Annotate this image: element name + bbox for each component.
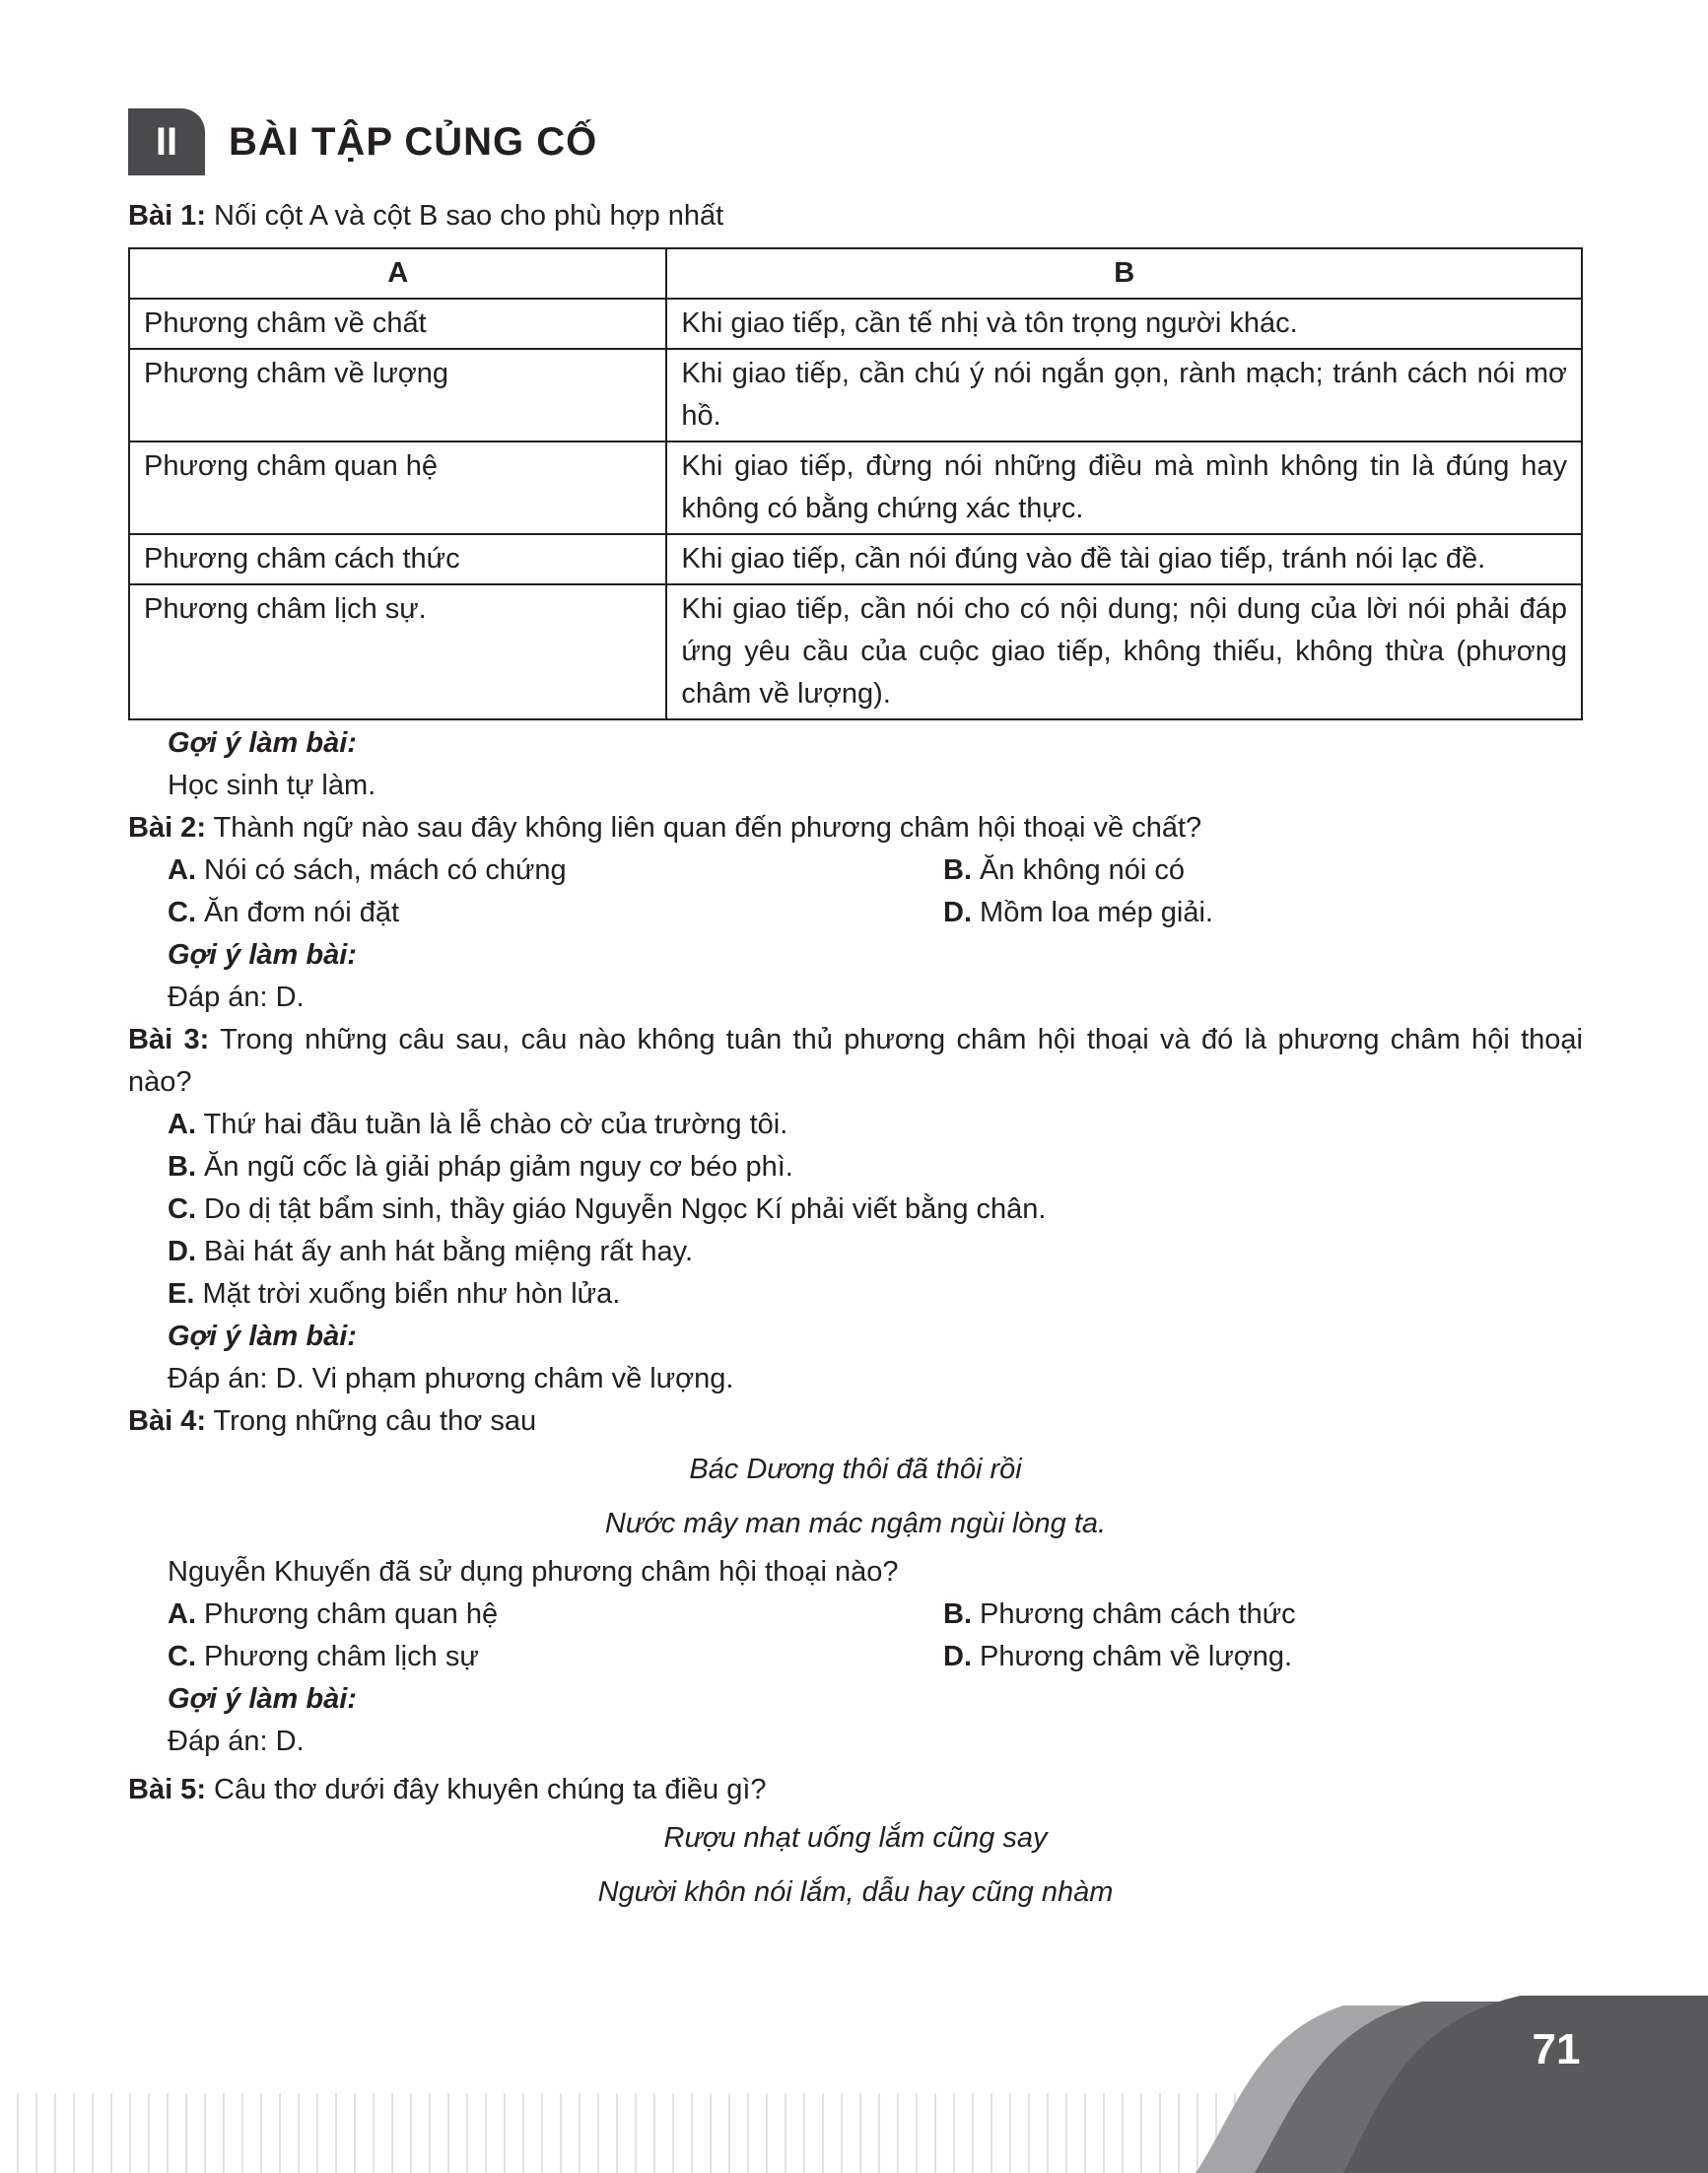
option-c <box>168 892 943 934</box>
option-letter: C. <box>168 1641 196 1672</box>
option-text: Bài hát ấy anh hát bằng miệng rất hay. <box>196 1236 694 1267</box>
option-text: Ăn không nói có <box>972 854 1186 886</box>
table-cell-b: Khi giao tiếp, cần chú ý nói ngắn gọn, rành mạch; tránh cách nói mơ hồ. <box>666 349 1582 441</box>
table-cell-b: Khi giao tiếp, đừng nói những điều mà mình không tin là đúng hay không có bằng chứng xác thực. <box>666 441 1582 534</box>
exercise-2-options <box>128 849 1583 934</box>
option-text: Mồm loa mép giải. <box>972 897 1213 928</box>
exercise-1-label: Bài 1: <box>128 200 206 232</box>
option-letter: B. <box>943 854 972 886</box>
option-text: Phương châm lịch sự <box>196 1641 479 1672</box>
exercise-3-text: Trong những câu sau, câu nào không tuân thủ phương châm hội thoại và đó là phương châm hội thoại nào? <box>128 1024 1583 1098</box>
option-b <box>943 1594 1583 1636</box>
table-cell-a: Phương châm về lượng <box>129 349 666 441</box>
poem-line: Rượu nhạt uống lắm cũng say <box>663 1822 1048 1854</box>
exercise-3-prompt <box>128 1019 1583 1104</box>
option-text: Do dị tật bẩm sinh, thầy giáo Nguyễn Ngọc Kí phải viết bằng chân. <box>196 1193 1047 1225</box>
option-letter: A. <box>168 1598 196 1630</box>
exercise-4-question: Nguyễn Khuyến đã sử dụng phương châm hội thoại nào? <box>168 1556 899 1588</box>
option-letter: D. <box>168 1236 196 1267</box>
table-cell-a: Phương châm về chất <box>129 299 666 349</box>
exercise-4-label: Bài 4: <box>128 1405 206 1437</box>
exercise-4-text: Trong những câu thơ sau <box>205 1405 537 1437</box>
exercise-2-prompt <box>128 807 1583 849</box>
section-title: BÀI TẬP CỦNG CỐ <box>229 119 598 164</box>
exercise-2-label: Bài 2: <box>128 812 206 844</box>
option-d <box>943 892 1583 934</box>
exercise-4-hint-label: Gợi ý làm bài: <box>168 1683 357 1715</box>
exercise-2-text: Thành ngữ nào sau đây không liên quan đến phương châm hội thoại về chất? <box>205 812 1202 844</box>
option-d <box>943 1636 1583 1678</box>
page-content <box>128 108 1583 1920</box>
table-row <box>129 534 1582 584</box>
option-a <box>168 1594 943 1636</box>
column-b-header: B <box>666 248 1582 299</box>
option-letter: D. <box>943 1641 972 1672</box>
option-b <box>128 1146 1583 1188</box>
option-letter: C. <box>168 897 196 928</box>
table-row <box>129 584 1582 719</box>
table-cell-a: Phương châm quan hệ <box>129 441 666 534</box>
exercise-5-prompt <box>128 1769 1583 1811</box>
table-cell-b: Khi giao tiếp, cần nói đúng vào đề tài giao tiếp, tránh nói lạc đề. <box>666 534 1582 584</box>
option-text: Ăn đơm nói đặt <box>196 897 400 928</box>
option-a <box>168 849 943 892</box>
option-c <box>168 1636 943 1678</box>
option-b <box>943 849 1583 892</box>
table-cell-b: Khi giao tiếp, cần tế nhị và tôn trọng người khác. <box>666 299 1582 349</box>
option-text: Nói có sách, mách có chứng <box>196 854 567 886</box>
option-letter: B. <box>943 1598 972 1630</box>
option-text: Phương châm về lượng. <box>972 1641 1293 1672</box>
option-d <box>128 1231 1583 1273</box>
column-a-header: A <box>129 248 666 299</box>
option-text: Thứ hai đầu tuần là lễ chào cờ của trường tôi. <box>196 1109 788 1140</box>
exercise-3-label: Bài 3: <box>128 1024 210 1055</box>
exercise-2-answer: Đáp án: D. <box>168 982 305 1013</box>
table-row <box>129 441 1582 534</box>
page-number: 71 <box>1532 2025 1581 2073</box>
option-e <box>128 1273 1583 1316</box>
exercise-2-hint-label: Gợi ý làm bài: <box>168 939 357 971</box>
option-letter: A. <box>168 1109 196 1140</box>
exercise-3-hint-label: Gợi ý làm bài: <box>168 1321 357 1352</box>
option-letter: E. <box>168 1278 195 1310</box>
option-text: Ăn ngũ cốc là giải pháp giảm nguy cơ béo phì. <box>196 1151 793 1183</box>
exercise-5-text: Câu thơ dưới đây khuyên chúng ta điều gì? <box>205 1774 767 1805</box>
exercise-4-answer: Đáp án: D. <box>168 1726 305 1757</box>
option-text: Mặt trời xuống biển như hòn lửa. <box>194 1278 621 1310</box>
exercise-3-answer: Đáp án: D. Vi phạm phương châm về lượng. <box>168 1363 734 1394</box>
option-letter: C. <box>168 1193 196 1225</box>
matching-table <box>128 247 1583 720</box>
exercise-1-text: Nối cột A và cột B sao cho phù hợp nhất <box>205 200 724 232</box>
option-letter: A. <box>168 854 196 886</box>
table-row <box>129 349 1582 441</box>
poem-line: Nước mây man mác ngậm ngùi lòng ta. <box>604 1508 1107 1539</box>
option-a <box>128 1104 1583 1146</box>
exercise-5-label: Bài 5: <box>128 1774 206 1805</box>
exercise-4-prompt <box>128 1400 1583 1443</box>
table-row <box>129 299 1582 349</box>
poem-line: Người khôn nói lắm, dẫu hay cũng nhàm <box>597 1876 1114 1908</box>
section-heading <box>128 108 1583 175</box>
section-number-badge: II <box>128 108 205 175</box>
option-text: Phương châm quan hệ <box>196 1598 499 1630</box>
exercise-1-answer: Học sinh tự làm. <box>168 770 376 801</box>
exercise-1-prompt <box>128 195 1583 238</box>
page-corner-wave <box>1196 1996 1708 2173</box>
poem-line: Bác Dương thôi đã thôi rồi <box>689 1454 1022 1485</box>
exercise-4-options <box>128 1594 1583 1678</box>
table-cell-a: Phương châm cách thức <box>129 534 666 584</box>
option-text: Phương châm cách thức <box>972 1598 1296 1630</box>
option-letter: B. <box>168 1151 196 1183</box>
exercise-1-hint-label: Gợi ý làm bài: <box>168 727 357 759</box>
table-cell-b: Khi giao tiếp, cần nói cho có nội dung; nội dung của lời nói phải đáp ứng yêu cầu của cuộc giao tiếp, không thiếu, không thừa (phương châm về lượng). <box>666 584 1582 719</box>
table-cell-a: Phương châm lịch sự. <box>129 584 666 719</box>
option-c <box>128 1188 1583 1231</box>
table-header-row <box>129 248 1582 299</box>
option-letter: D. <box>943 897 972 928</box>
